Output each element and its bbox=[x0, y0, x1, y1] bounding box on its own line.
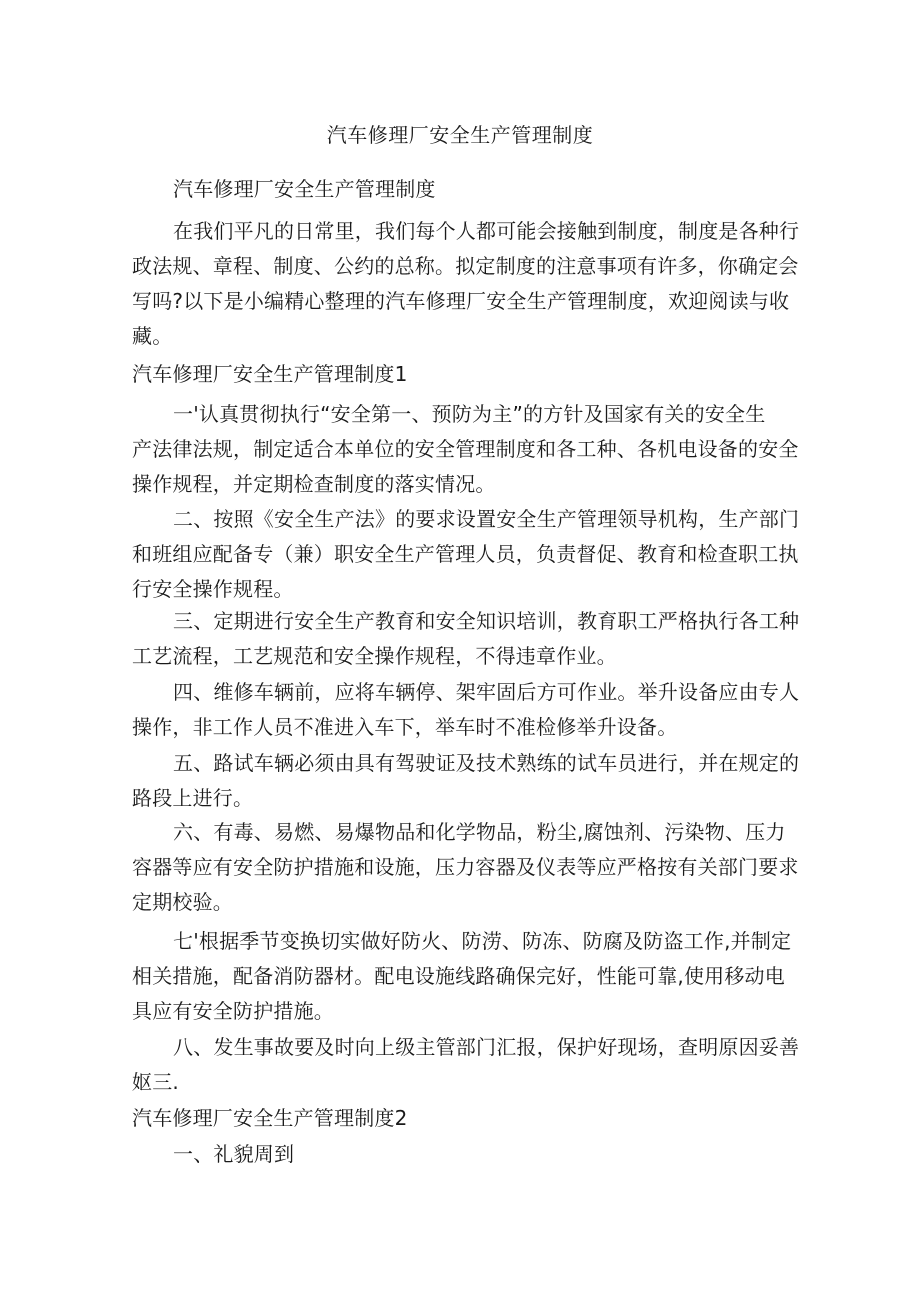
document-title: 汽车修理厂安全生产管理制度 bbox=[326, 123, 594, 147]
text-line: 定期校验。 bbox=[132, 890, 233, 914]
text-line: 四、维修车辆前，应将车辆停、架牢固后方可作业。举升设备应由专人 bbox=[173, 680, 800, 704]
text-line: 六、有毒、易燃、易爆物品和化学物品，粉尘,腐蚀剂、污染物、压力 bbox=[173, 820, 786, 844]
section-heading-text: 汽车修理厂安全生产管理制度2 bbox=[132, 1106, 408, 1130]
list-item-3 bbox=[132, 604, 800, 674]
list-item-2 bbox=[132, 502, 800, 607]
text-line: 产法律法规，制定适合本单位的安全管理制度和各工种、各机电设备的安全 bbox=[132, 437, 799, 461]
list-item-8 bbox=[132, 1030, 800, 1100]
list-item-6 bbox=[132, 815, 799, 920]
section-heading-1 bbox=[132, 357, 794, 392]
text-line: 一'认真贯彻执行“安全第一、预防为主”的方针及国家有关的安全生 bbox=[173, 402, 766, 426]
list-item-9 bbox=[132, 1137, 794, 1172]
document-subtitle bbox=[132, 172, 794, 207]
text-line: 工艺流程，工艺规范和安全操作规程，不得违章作业。 bbox=[132, 644, 617, 668]
text-line: 操作，非工作人员不准进入车下，举车时不准检修举升设备。 bbox=[132, 715, 678, 739]
text-line: 八、发生事故要及时向上级主管部门汇报，保护好现场，查明原因妥善 bbox=[173, 1035, 800, 1059]
section-heading-2 bbox=[132, 1101, 794, 1136]
section-heading-text: 汽车修理厂安全生产管理制度1 bbox=[132, 362, 408, 386]
text-line: 容器等应有安全防护措施和设施，压力容器及仪表等应严格按有关部门要求 bbox=[132, 855, 799, 879]
text-line: 在我们平凡的日常里，我们每个人都可能会接触到制度，制度是各种行 bbox=[173, 219, 800, 243]
text-line: 三、定期进行安全生产教育和安全知识培训，教育职工严格执行各工种 bbox=[173, 609, 800, 633]
list-item-4 bbox=[132, 675, 800, 745]
text-line: 路段上进行。 bbox=[132, 786, 254, 810]
text-line: 具应有安全防护措施。 bbox=[132, 999, 334, 1023]
text-line: 写吗?以下是小编精心整理的汽车修理厂安全生产管理制度，欢迎阅读与收 bbox=[132, 289, 790, 313]
text-line: 七'根据季节变换切实做好防火、防涝、防冻、防腐及防盗工作,并制定 bbox=[173, 929, 792, 953]
list-item-1 bbox=[132, 397, 799, 502]
subtitle-text: 汽车修理厂安全生产管理制度 bbox=[173, 177, 436, 201]
text-line: 二、按照《安全生产法》的要求设置安全生产管理领导机构，生产部门 bbox=[173, 507, 800, 531]
text-line: 藏。 bbox=[132, 324, 173, 348]
text-line: 和班组应配备专（兼）职安全生产管理人员，负责督促、教育和检查职工执 bbox=[132, 542, 799, 566]
text-line: 五、路试车辆必须由具有驾驶证及技术熟练的试车员进行，并在规定的 bbox=[173, 751, 800, 775]
text-line: 行安全操作规程。 bbox=[132, 577, 294, 601]
intro-paragraph bbox=[132, 214, 800, 354]
text-line: 操作规程，并定期检查制度的落实情况。 bbox=[132, 472, 496, 496]
text-line: 政法规、章程、制度、公约的总称。拟定制度的注意事项有许多，你确定会 bbox=[132, 254, 799, 278]
list-item-5 bbox=[132, 746, 800, 816]
text-line: 妪三. bbox=[132, 1070, 179, 1094]
list-item-7 bbox=[132, 924, 794, 1029]
text-line: 一、礼貌周到 bbox=[173, 1142, 295, 1166]
text-line: 相关措施，配备消防器材。配电设施线路确保完好，性能可靠,使用移动电 bbox=[132, 964, 785, 988]
